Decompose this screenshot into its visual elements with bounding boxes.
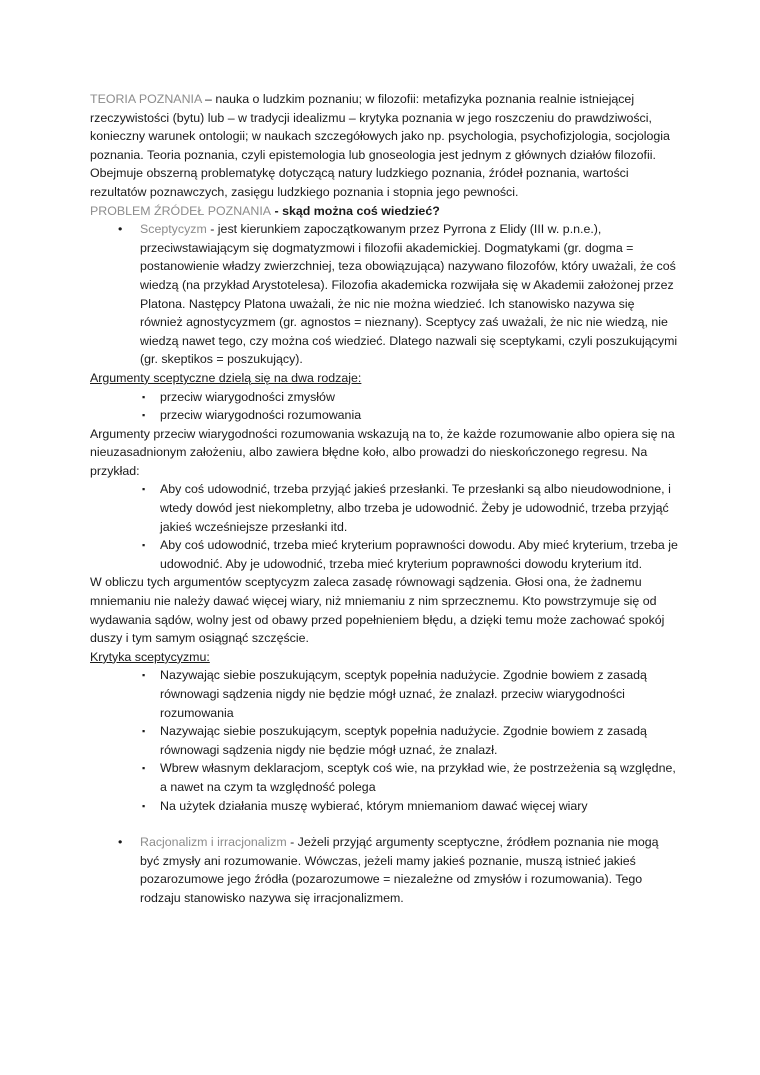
list-item [90,480,680,536]
bullet-square-icon: ▪ [142,800,146,811]
bullet-square-icon: ▪ [142,484,146,495]
problem-heading: PROBLEM ŹRÓDEŁ POZNANIA [90,203,272,218]
bullet-square-icon: ▪ [142,410,146,421]
critique-text: Nazywając siebie poszukującym, sceptyk popełnia nadużycie. Zgodnie bowiem z zasadą równowagi sądzenia nigdy nie będzie mógł uznać, że znalazł. przeciw wiarygodności rozumowania [160,668,647,720]
list-item [90,797,680,816]
spacer [90,815,680,833]
list-item [90,759,680,796]
critique-text: Nazywając siebie poszukującym, sceptyk popełnia nadużycie. Zgodnie bowiem z zasadą równowagi sądzenia nigdy nie będzie mógł uznać, że znalazł. [160,724,647,757]
conclusion-paragraph: W obliczu tych argumentów sceptycyzm zaleca zasadę równowagi sądzenia. Głosi ona, że żadnemu mniemaniu nie należy dawać więcej wiary, niż mniemaniu z nim sprzecznemu. Kto powstrzymuje się od wydawania sądów, wolny jest od obawy przed popełnieniem błędu, a dzięki temu może zachować spokój duszy i tym samym osiągnąć szczęście. [90,575,665,646]
list-item [90,722,680,759]
list-item [90,406,680,425]
racjonalizm-text: - Jeżeli przyjąć argumenty sceptyczne, źródłem poznania nie mogą być zmysły ani rozumowanie. Wówczas, jeżeli mamy jakieś poznanie, muszą istnieć jakieś pozarozumowe jego źródła (pozarozumowe = niezależne od zmysłów i rozumowania). Tego rodzaju stanowisko nazywa się irracjonalizmem. [140,835,659,905]
bullet-square-icon: ▪ [142,670,146,681]
argument-text: przeciw wiarygodności rozumowania [160,408,362,423]
critique-text: Wbrew własnym deklaracjom, sceptyk coś wie, na przykład wie, że postrzeżenia są względne, a nawet na czym ta względność polega [160,761,676,794]
list-item [90,536,680,573]
reasoning-paragraph: Argumenty przeciw wiarygodności rozumowania wskazują na to, że każde rozumowanie albo opiera się na nieuzasadnionym założeniu, albo zawiera błędne koło, albo prowadzi do nieskończonego regresu. Na przykład: [90,426,675,478]
critique-list [90,666,680,815]
bullet-square-icon: ▪ [142,391,146,402]
bullet-square-icon: ▪ [142,763,146,774]
sceptycyzm-list [90,220,680,369]
bullet-square-icon: ▪ [142,726,146,737]
problem-question: - skąd można coś wiedzieć? [271,203,440,218]
bullet-dot-icon: • [118,835,123,850]
bullet-dot-icon: • [118,222,123,237]
document-page [90,90,680,908]
arguments-heading: Argumenty sceptyczne dzielą się na dwa rodzaje: [90,370,362,385]
examples-list [90,480,680,573]
racjonalizm-item [90,833,680,907]
critique-text: Na użytek działania muszę wybierać, którym mniemaniom dawać więcej wiary [160,798,588,813]
intro-text: – nauka o ludzkim poznaniu; w filozofii: metafizyka poznania realnie istniejącej rzeczywistości (bytu) lub – w tradycji idealizmu – krytyka poznania w jego roszczeniu do prawdziwości, konieczny warunek ontologii; w naukach szczegółowych jako np. psychologia, psychofizjologia, socjologia poznania. Teoria poznania, czyli epistemologia lub gnoseologia jest jednym z głównych działów filozofii. Obejmuje obszerną problematykę dotyczącą natury ludzkiego poznania, źródeł poznania, wartości rezultatów poznawczych, zasięgu ludzkiego poznania i stopnia jego pewności. [90,92,670,199]
example-text: Aby coś udowodnić, trzeba mieć kryterium poprawności dowodu. Aby mieć kryterium, trzeba je udowodnić. Aby je udowodnić, trzeba mieć kryterium poprawności dowodu kryterium itd. [160,538,678,571]
list-item [90,666,680,722]
argument-text: przeciw wiarygodności zmysłów [160,389,335,404]
racjonalizm-list [90,833,680,907]
list-item [90,388,680,407]
sceptycyzm-item [90,220,680,369]
example-text: Aby coś udowodnić, trzeba przyjąć jakieś przesłanki. Te przesłanki są albo nieudowodnione, i wtedy dowód jest niekompletny, albo trzeba je udowodnić. Żeby je udowodnić, trzeba przyjąć jakieś wcześniejsze przesłanki itd. [160,482,671,534]
racjonalizm-term: Racjonalizm i irracjonalizm [140,835,287,850]
critique-heading: Krytyka sceptycyzmu: [90,649,210,664]
arguments-list [90,388,680,425]
sceptycyzm-text: - jest kierunkiem zapoczątkowanym przez Pyrrona z Elidy (III w. p.n.e.), przeciwstawiającym się dogmatyzmowi i filozofii akademickiej. Dogmatykami (gr. dogma = postanowienie władzy zwierzchniej, teza obowiązująca) nazywano filozofów, który uważali, że coś wiedzą (na przykład Arystotelesa). Filozofia akademicka rozwijała się w Akademii założonej przez Platona. Następcy Platona uważali, że nic nie można wiedzieć. Ich stanowisko nazywa się również agnostycyzmem (gr. agnostos = nieznany). Sceptycy zaś uważali, że nic nie wiedzą, nie wiedzą nawet tego, czy można coś wiedzieć. Dlatego nazwali się sceptykami, czyli poszukującymi (gr. skeptikos = poszukujący). [140,222,678,367]
sceptycyzm-term: Sceptycyzm [140,222,207,237]
bullet-square-icon: ▪ [142,540,146,551]
intro-paragraph [90,90,680,202]
problem-heading-line [90,202,680,221]
intro-heading: TEORIA POZNANIA [90,92,202,106]
